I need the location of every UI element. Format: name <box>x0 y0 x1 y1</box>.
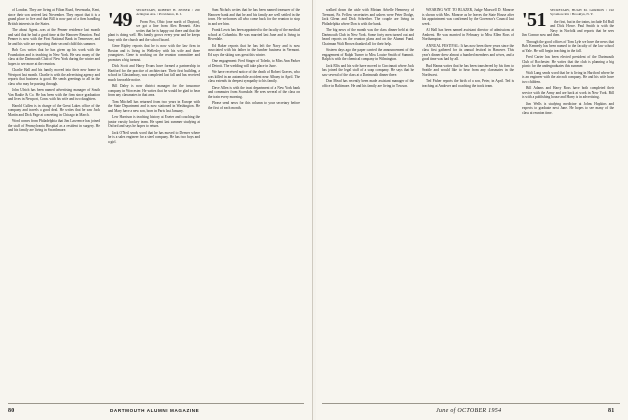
left-column-3 <box>208 8 300 386</box>
left-column-2 <box>108 8 200 386</box>
paragraph: Bill Daley is now district manager for the insurance company in Worcester. He writes that he would be glad to hear from any classmates in that area. <box>108 84 200 98</box>
left-footer <box>8 408 15 414</box>
paragraph: John Ulrich has been named advertising manager of South Van Raalte & Co. He has been with the firm since graduation and lives in Newport, Conn. with his wife and two daughters. <box>8 88 100 101</box>
paragraph: Gene Ripley reports that he is now with the law firm in Boston and is living in Wellesley with his wife and three youngsters. Gene is working on the reunion committee and promises a big turnout. <box>108 44 200 62</box>
left-footer-title <box>110 408 199 414</box>
paragraph: One engagement: Fred Singer of Toledo, to Miss Ann Parker of Detroit. The wedding will take place in June. <box>208 59 300 68</box>
paragraph: Through the good offices of Tom Lyle we have the news that Bob Kennedy has been named to the faculty of the law school at Yale. He will begin teaching in the fall. <box>522 39 614 53</box>
right-column-2 <box>422 8 514 386</box>
paragraph: We have received notice of the death of Robert Graves, who was killed in an automobile accident near Albany in April. The class extends its deepest sympathy to his family. <box>208 70 300 83</box>
paragraph: WEARING WIT TO BLAZER, Judge Maxwell D. Monroe is shown with Mrs. Monroe as he leaves the State House after his appointment was confirmed by the Governor's Council last week. <box>422 8 514 26</box>
paragraph: of London. They are living at Filton Road, Sevenoaks, Kent, since their son arrived last November. They report that it is a grand place to live and that Bill is now part of a firm handling British interests in the States. <box>8 8 100 26</box>
paragraph: Don Mead has recently been made assistant manager of the office in Baltimore. He and his family are living in Towson. <box>322 79 414 88</box>
right-column-3-text <box>522 20 614 116</box>
paragraph: Harold Cullen is in charge of the Great Lakes office of the company and travels a good deal. He writes that he saw Jack Martin and Dick Page at a meeting in Chicago in March. <box>8 103 100 117</box>
right-footer-issue <box>436 408 501 414</box>
left-column-1 <box>8 8 100 386</box>
paragraph: Ed Baker reports that he has left the Navy and is now associated with his father in the lumber business in Vermont. Ed says the skiing was great this winter. <box>208 43 300 57</box>
class-year-heading: '51 <box>522 9 547 31</box>
paragraph: the first, but in the trains, include Ed Bull and Dick Howe. Paul Smith is with the Navy in Norfolk and reports that he sees Jim Connor now and then. <box>522 19 614 38</box>
paragraph: Please send news for this column to your secretary before the first of each month. <box>208 101 300 110</box>
paragraph: Jack O'Neil sends word that he has moved to Denver where he is a sales engineer for a steel company. He has two boys and a girl. <box>108 130 200 144</box>
paragraph: From Fox, Ohio (one north of Dayton), we got a line from Alex Bennett. Alex writes that he is happy out there and that the plant is doing well. His family grows every year and he keeps busy with the church and the school board. <box>108 19 200 42</box>
footer-rule <box>8 403 304 404</box>
paragraph: Jim Wells is studying medicine at Johns Hopkins and expects to graduate next June. He hopes to see many of the class at reunion time. <box>522 101 614 115</box>
issue-date: June of OCTOBER 1954 <box>436 408 502 414</box>
page-number: 80 <box>8 408 15 414</box>
paragraph: Ted Fisher reports the birth of a son, Peter, in April. Ted is teaching at Andover and coaching the track team. <box>422 79 514 88</box>
paragraph: Word comes from Philadelphia that Jim Lawrence has joined the staff of Pennsylvania Hospital as a resident in surgery. He and his family are living in Swarthmore. <box>8 119 100 132</box>
class-secretary-address: SECRETARY, HUGH M. GORDON / 192 Sycamore Rd. / Brooklyn, N. Y. <box>550 8 614 17</box>
paragraph: Walt Lang sends word that he is living in Hartford where he is an engineer with the aircraft company. He and his wife have two children. <box>522 70 614 84</box>
class-secretary-address: SECRETARY, ROBERT H. ZEISER / 200 Arlington Ave. / Providence, R. I. <box>136 8 200 17</box>
paragraph: Dick Scott and Harry Evans have formed a partnership in Hartford for the practice of architecture. Their first building, a school in Glastonbury, was completed last fall and has received much favorable notice. <box>108 64 200 82</box>
page-number: 81 <box>608 408 615 414</box>
paragraph: The about Agent...was at the Penner residence last month and said that he had a good time at the Hanover Reunion. Paul Penner is now with the First National Bank in Tennessee, and he and his wife are expecting their second child this summer. <box>8 28 100 46</box>
footer-rule <box>322 403 620 404</box>
right-page <box>316 0 628 420</box>
magazine-title: DARTMOUTH ALUMNI MAGAZINE <box>110 408 200 413</box>
paragraph: Lew Harrison is teaching history at Exeter and coaching the junior varsity hockey team. He spent last summer studying at Oxford and says he hopes to return. <box>108 115 200 129</box>
right-column-1 <box>322 8 414 386</box>
paragraph: Sam Nichols writes that he has been named treasurer of the Hanover bank and that he and his family are well settled in the town. He welcomes all who come back for the reunion to stop in and see him. <box>208 8 300 26</box>
paragraph: Frank Lewis has been appointed to the faculty of the medical school at Columbia. He was married last June and is living in Riverdale. <box>208 28 300 41</box>
left-column-2-text <box>108 20 200 145</box>
right-footer <box>608 408 615 414</box>
paragraph: Bill Adams and Harry Ross have both completed their service with the Army and are back at work in New York. Bill is with a publishing house and Harry is in advertising. <box>522 86 614 100</box>
paragraph: Sixteen days ago the paper carried the announcement of the engagement of Ralph Turner to Miss Louise Smith of Summit. Ralph is with the chemical company in Wilmington. <box>322 48 414 61</box>
paragraph: Dave Allen is with the trust department of a New York bank and commutes from Scarsdale. He sees several of the class on the train every morning. <box>208 85 300 99</box>
left-page <box>0 0 313 420</box>
class-year-heading: '49 <box>108 9 133 31</box>
paragraph: Bud Hanna writes that he has been transferred by his firm to Seattle and would like to hear from any classmates in the Northwest. <box>422 63 514 77</box>
paragraph: walked down the aisle with Miriam Arbelle Hennessy of Tremont, Pa. Fellow secretaries and ushers were Peter Dodge, Jack Glenn and Dick Schreiber. The couple are living in Philadelphia where Don is with the bank. <box>322 8 414 26</box>
right-column-3 <box>522 8 614 386</box>
paragraph: ANNUAL FESTIVAL: It has now been three years since the class first gathered for its annual festival in Hanover. This year's dinner drew almost a hundred members and wives, and a good time was had by all. <box>422 43 514 61</box>
paragraph: The big news of the month was the class dinner held at the Dartmouth Club in New York. Some forty men turned out and heard reports on the reunion plans and on the Alumni Fund. Chairman Walt Brown thanked all for their help. <box>322 28 414 46</box>
paragraph: Tom Mitchell has returned from two years in Europe with the State Department and is now stationed in Washington. He and Mary have a new son, born in Paris last January. <box>108 99 200 113</box>
paragraph: Jack Ellis and his wife have moved to Cincinnati where Jack has joined the legal staff of a soap company. He says that he saw several of the class at a Dartmouth dinner there. <box>322 63 414 77</box>
paragraph: Bob Cox writes that he has given up his work with the Foundation and is teaching in New York. He saw many of the class at the Dartmouth Club of New York during the winter and hopes to see more at the reunion. <box>8 48 100 66</box>
paragraph: Charlie Hall and his family moved into their new home in Westport last month. Charlie is with the advertising agency and reports that business is good. He sends greetings to all in the class who may be passing through. <box>8 68 100 86</box>
paragraph: Al Hall has been named assistant director of admissions at Amherst. He was married in February to Miss Ellen Ross of Northampton. <box>422 28 514 41</box>
paragraph: Fred Carter has been elected president of the Dartmouth Club of Rochester. He writes that the club is planning a big picnic for the undergraduates this summer. <box>522 55 614 69</box>
